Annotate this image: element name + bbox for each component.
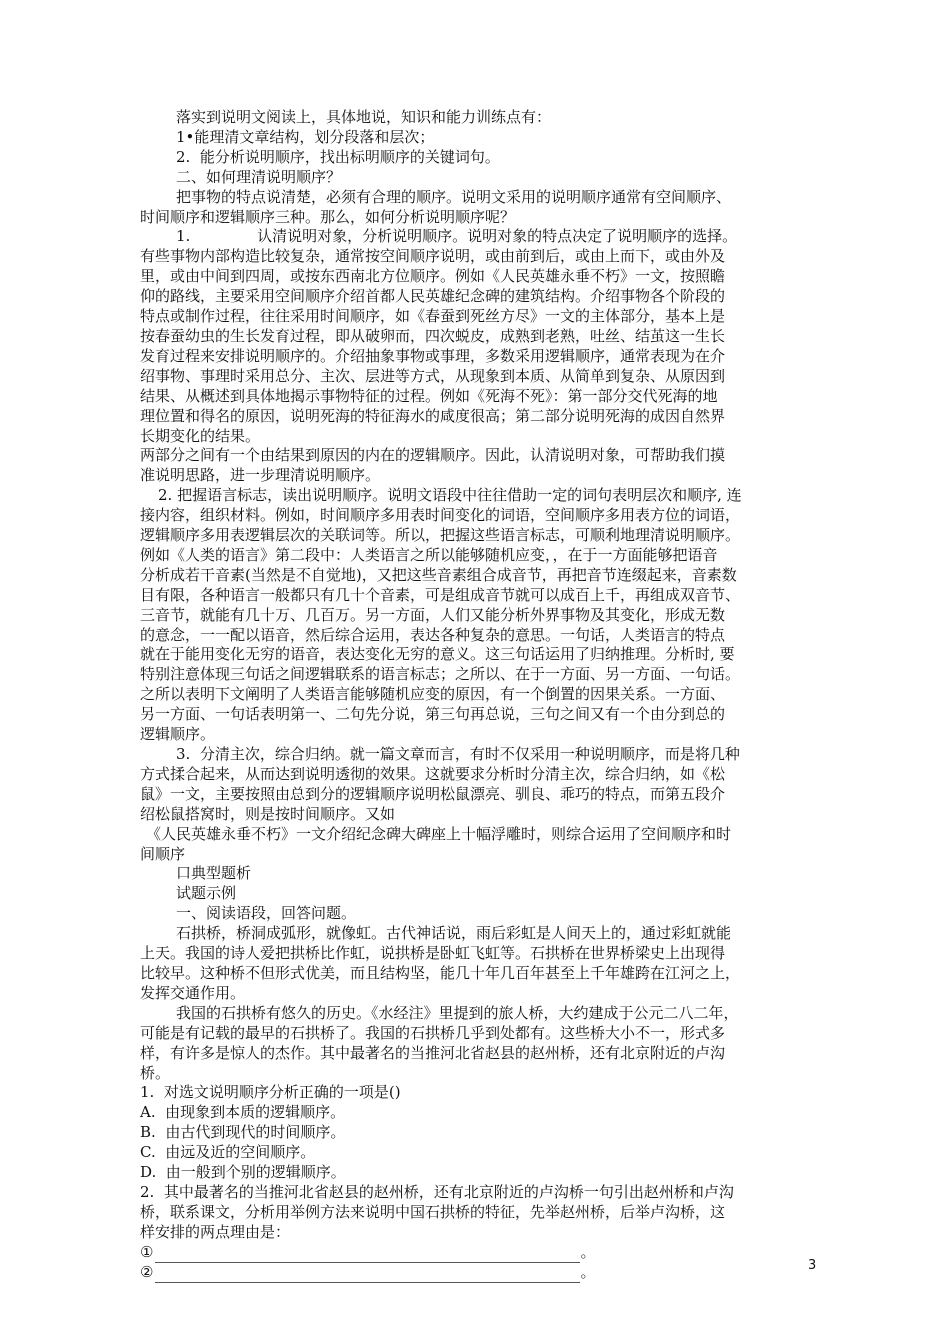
paragraph-line: 目有限，各种语言一般都只有几十个音素，可是组成音节就可以成百上千，再组成双音节、 bbox=[140, 585, 741, 604]
paragraph-line: 两部分之间有一个由结果到原因的内在的逻辑顺序。因此，认清说明对象，可帮助我们摸 bbox=[140, 446, 726, 465]
paragraph-line: 例如《人类的语言》第二段中：人类语言之所以能够随机应变，，在于一方面能够把语音 bbox=[140, 545, 718, 564]
paragraph-line: 三音节，就能有几十万、几百万。另一方面，人们又能分析外界事物及其变化，形成无数 bbox=[140, 605, 726, 624]
example-heading: 试题示例 bbox=[176, 884, 237, 903]
question-2: 2. 其中最著名的当推河北省赵县的赵州桥，还有北京附近的卢沟桥一句引出赵州桥和卢沟 bbox=[140, 1182, 734, 1201]
blank-underline bbox=[155, 1268, 580, 1283]
paragraph-line: 绍事物、事理时采用总分、主次、层进等方式，从现象到本质、从简单到复杂、从原因到 bbox=[140, 366, 726, 385]
paragraph-line: 鼠》一文，主要按照由总到分的逻辑顺序说明松鼠漂亮、驯良、乖巧的特点，而第五段介 bbox=[140, 784, 726, 803]
paragraph-line: 把事物的特点说清楚，必须有合理的顺序。说明文采用的说明顺序通常有空间顺序、 bbox=[176, 187, 732, 206]
passage-line: 可能是有记载的最早的石拱桥了。我国的石拱桥几乎到处都有。这些桥大小不一，形式多 bbox=[140, 1023, 726, 1042]
paragraph-line: 里，或由中间到四周，或按东西南北方位顺序。例如《人民英雄永垂不朽》一文，按照瞻 bbox=[140, 267, 726, 286]
paragraph-line: 方式揉合起来，从而达到说明透彻的效果。这就要求分析时分清主次，综合归纳，如《松 bbox=[140, 764, 726, 783]
paragraph-line: 时间顺序和逻辑顺序三种。那么，如何分析说明顺序呢？ bbox=[140, 207, 516, 226]
paragraph-line: 长期变化的结果。 bbox=[140, 426, 261, 445]
document-body bbox=[140, 108, 820, 1283]
paragraph-line: 的意念，一一配以语音，然后综合运用，表达各种复杂的意思。一句话，人类语言的特点 bbox=[140, 625, 726, 644]
passage-line: 比较早。这种桥不但形式优美，而且结构坚，能几十年几百年甚至上千年雄跨在江河之上， bbox=[140, 963, 741, 982]
paragraph-line: 特别注意体现三句话之间逻辑联系的语言标志；之所以、在于一方面、另一方面、一句话。 bbox=[140, 665, 741, 684]
page-number: 3 bbox=[808, 1258, 817, 1273]
paragraph-line: 准说明思路，进一步理清说明顺序。 bbox=[140, 466, 381, 485]
paragraph-line: 仰的路线，主要采用空间顺序介绍首都人民英雄纪念碑的建筑结构。介绍事物各个阶段的 bbox=[140, 287, 726, 306]
point-2: 2. 能分析说明顺序，找出标明顺序的关键词句。 bbox=[176, 147, 500, 166]
blank-marker: ① bbox=[140, 1242, 154, 1261]
paragraph-line: 《人民英雄永垂不朽》一文介绍纪念碑大碑座上十幅浮雕时，则综合运用了空间顺序和时 bbox=[146, 824, 732, 843]
answer-blank-2[interactable] bbox=[140, 1263, 820, 1283]
paragraph-line: 另一方面、一句话表明第一、二句先分说，第三句再总说，三句之间又有一个由分到总的 bbox=[140, 705, 726, 724]
paragraph-line: 逻辑顺序。 bbox=[140, 725, 216, 744]
passage-line: 石拱桥，桥洞成弧形，就像虹。古代神话说，雨后彩虹是人间天上的，通过彩虹就能 bbox=[176, 924, 732, 943]
question-section-heading: 一、阅读语段，回答问题。 bbox=[176, 904, 357, 923]
paragraph-line: 按春蚕幼虫的生长发育过程，即从破卵而，四次蜕皮，成熟到老熟，吐丝、结茧这一生长 bbox=[140, 326, 726, 345]
question-2-line: 样安排的两点理由是： bbox=[140, 1222, 291, 1241]
passage-line: 上天。我国的诗人爱把拱桥比作虹，说拱桥是卧虹飞虹等。石拱桥在世界桥梁史上出现得 bbox=[140, 944, 726, 963]
paragraph-line: 就在于能用变化无穷的语音，表达变化无穷的意义。这三句话运用了归纳推理。分析时, 要 bbox=[140, 645, 735, 664]
passage-line: 发挥交通作用。 bbox=[140, 983, 246, 1002]
paragraph-line: 之所以表明下文阐明了人类语言能够随机应变的原因，有一个倒置的因果关系。一方面、 bbox=[140, 685, 726, 704]
paragraph-line: 分析成若干音素(当然是不自觉地)，又把这些音素组合成音节，再把音节连缀起来，音素数 bbox=[140, 565, 737, 584]
passage-line: 桥。 bbox=[140, 1063, 171, 1082]
paragraph-line: 结果、从概述到具体地揭示事物特征的过程。例如《死海不死》：第一部分交代死海的地 bbox=[140, 386, 718, 405]
method-3-heading: 3. 分清主次，综合归纳。就一篇文章而言，有时不仅采用一种说明顺序，而是将几种 bbox=[176, 745, 740, 763]
question-1: 1. 对选文说明顺序分析正确的一项是() bbox=[140, 1083, 401, 1102]
paragraph-line: 接内容，组织材料。例如，时间顺序多用表时间变化的词语，空间顺序多用表方位的词语， bbox=[140, 506, 741, 525]
intro-line: 落实到说明文阅读上，具体地说，知识和能力训练点有： bbox=[176, 108, 552, 126]
paragraph-line: 有些事物内部构造比较复杂，通常按空间顺序说明，或由前到后，或由上而下，或由外及 bbox=[140, 247, 726, 266]
paragraph-line: 间顺序 bbox=[140, 844, 186, 863]
passage-line: 我国的石拱桥有悠久的历史。《水经注》里提到的旅人桥，大约建成于公元二八二年， bbox=[176, 1003, 739, 1022]
paragraph-line: 发育过程来安排说明顺序的。介绍抽象事物或事理，多数采用逻辑顺序，通常表现为在介 bbox=[140, 346, 726, 365]
option-c: C. 由远及近的空间顺序。 bbox=[140, 1143, 316, 1162]
blank-marker: ② bbox=[140, 1262, 154, 1281]
paragraph-line: 绍松鼠搭窝时，则是按时间顺序。又如 bbox=[140, 804, 396, 823]
passage-line: 样，有许多是惊人的杰作。其中最著名的当推河北省赵县的赵州桥，还有北京附近的卢沟 bbox=[140, 1043, 726, 1062]
option-a: A. 由现象到本质的逻辑顺序。 bbox=[140, 1103, 346, 1122]
blank-underline bbox=[155, 1248, 580, 1263]
typical-analysis-heading: 口典型题析 bbox=[176, 864, 252, 883]
method-1-heading: 1. 认清说明对象，分析说明顺序。说明对象的特点决定了说明顺序的选择。 bbox=[176, 227, 738, 246]
option-d: D. 由一般到个别的逻辑顺序。 bbox=[140, 1163, 346, 1182]
blank-period: 。 bbox=[580, 1262, 596, 1281]
answer-blank-1[interactable] bbox=[140, 1243, 820, 1263]
question-2-line: 桥，联系课文，分析用举例方法来说明中国石拱桥的特征，先举赵州桥，后举卢沟桥，这 bbox=[140, 1202, 726, 1221]
point-1: 1•能理清文章结构，划分段落和层次； bbox=[176, 127, 435, 146]
paragraph-line: 理位置和得名的原因，说明死海的特征海水的咸度很高；第二部分说明死海的成因自然界 bbox=[140, 406, 726, 425]
blank-period: 。 bbox=[580, 1242, 596, 1261]
method-2-heading: 2. 把握语言标志，读出说明顺序。说明文语段中往往借助一定的词句表明层次和顺序, 连 bbox=[158, 486, 742, 505]
section-heading: 二、如何理清说明顺序？ bbox=[176, 167, 342, 186]
paragraph-line: 逻辑顺序多用表逻辑层次的关联词等。所以，把握这些语言标志，可顺利地理清说明顺序。 bbox=[140, 526, 741, 545]
paragraph-line: 特点或制作过程，往往采用时间顺序，如《春蚕到死丝方尽》一文的主体部分，基本上是 bbox=[140, 307, 726, 326]
option-b: B. 由古代到现代的时间顺序。 bbox=[140, 1123, 346, 1142]
